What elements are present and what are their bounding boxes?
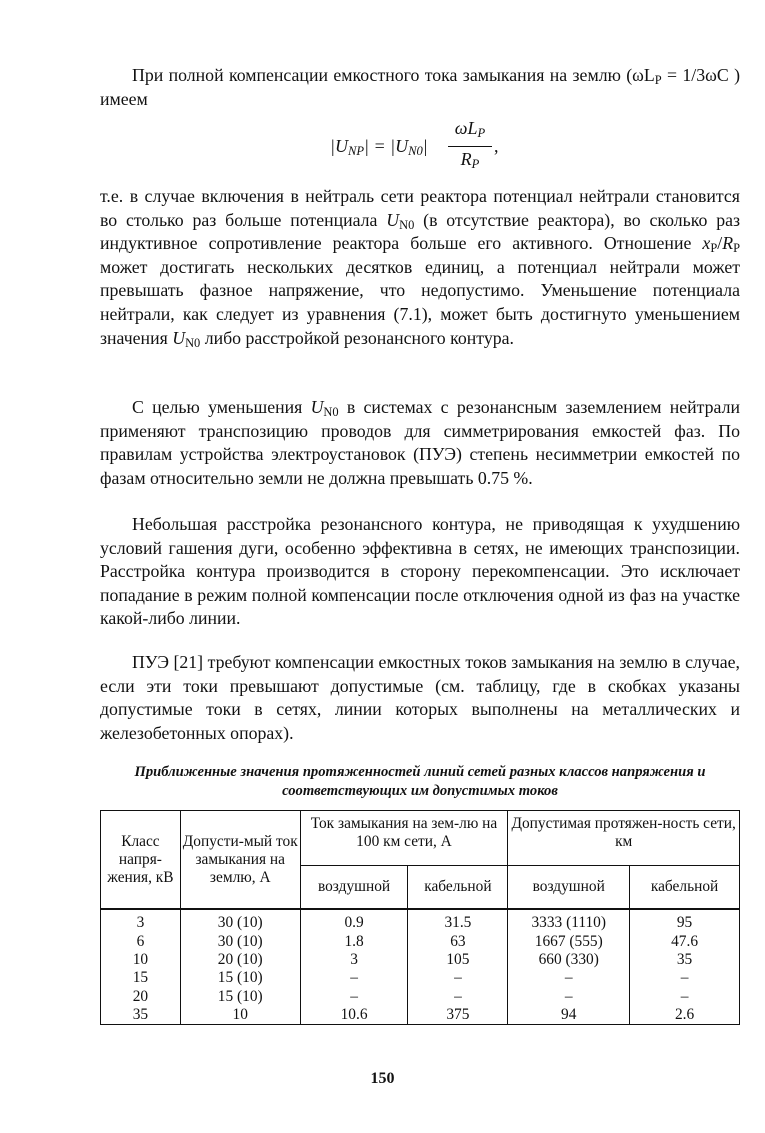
table-cell: 10.6 bbox=[300, 1006, 408, 1025]
table-cell: 15 bbox=[101, 969, 181, 987]
table-row bbox=[101, 1006, 740, 1025]
equation-numerator: $\omega L_P$ bbox=[454, 118, 486, 140]
header-voltage-class: Класс напря-жения, кВ bbox=[101, 811, 181, 910]
table-row bbox=[101, 932, 740, 950]
table-cell: – bbox=[508, 969, 630, 987]
table-cell: – bbox=[630, 988, 740, 1006]
equation-lhs: $|U_{NP}| = |U_{N0}|$ bbox=[330, 136, 428, 158]
table-cell: 31.5 bbox=[408, 909, 508, 932]
table-cell: – bbox=[300, 988, 408, 1006]
table-cell: 30 (10) bbox=[180, 909, 300, 932]
table-cell: – bbox=[408, 969, 508, 987]
equation-trail: , bbox=[494, 136, 499, 156]
equation-neutral-potential bbox=[330, 118, 530, 176]
table-cell: 2.6 bbox=[630, 1006, 740, 1025]
header-allowed-current: Допусти-мый ток замыкания на землю, А bbox=[180, 811, 300, 910]
equation-fraction-bar bbox=[448, 146, 492, 147]
table-cell: 20 (10) bbox=[180, 951, 300, 969]
table-row bbox=[101, 909, 740, 932]
table-cell: 105 bbox=[408, 951, 508, 969]
table-cell: 10 bbox=[180, 1006, 300, 1025]
table-row bbox=[101, 951, 740, 969]
table-row bbox=[101, 969, 740, 987]
table-cell: 6 bbox=[101, 932, 181, 950]
table-cell: 63 bbox=[408, 932, 508, 950]
table-body bbox=[101, 909, 740, 1025]
table-cell: 3 bbox=[101, 909, 181, 932]
equation-denominator: $R_P$ bbox=[460, 149, 480, 171]
table-cell: 660 (330) bbox=[508, 951, 630, 969]
table-cell: 1.8 bbox=[300, 932, 408, 950]
table-cell: 30 (10) bbox=[180, 932, 300, 950]
table-cell: 95 bbox=[630, 909, 740, 932]
table-cell: 15 (10) bbox=[180, 988, 300, 1006]
table-row bbox=[101, 988, 740, 1006]
table-cell: 20 bbox=[101, 988, 181, 1006]
table-cell: 35 bbox=[630, 951, 740, 969]
table-cell: 47.6 bbox=[630, 932, 740, 950]
table-cell: 3333 (1110) bbox=[508, 909, 630, 932]
paragraph-pue-requirements: ПУЭ [21] требуют компенсации емкостных токов замыкания на землю в случае, если эти токи превышают допустимые (см. таблицу, где в скобках указаны допустимые токи в сетях, линии которых выполнены на металлических и железобетонных опорах). bbox=[100, 652, 740, 743]
table-cell: 10 bbox=[101, 951, 181, 969]
table-cell: 3 bbox=[300, 951, 408, 969]
header-overhead-length: воздушной bbox=[508, 866, 630, 910]
table-caption: Приближенные значения протяженностей линий сетей разных классов напряжения и соответствующих им допустимых токов bbox=[134, 764, 706, 799]
table-cell: – bbox=[508, 988, 630, 1006]
paragraph-transposition: С целью уменьшения $U_{N0}$ в системах с резонансным заземлением нейтрали применяют транспозицию проводов для симметрирования емкостей фаз. По правилам устройства электроустановок (ПУЭ) степень несимметрии емкостей по фазам относительно земли не должна превышать 0.75 %. bbox=[100, 397, 740, 488]
table-cell: 15 (10) bbox=[180, 969, 300, 987]
header-overhead: воздушной bbox=[300, 866, 408, 910]
header-cable-length: кабельной bbox=[630, 866, 740, 910]
header-fault-current: Ток замыкания на зем-лю на 100 км сети, А bbox=[300, 811, 508, 866]
table-cell: 375 bbox=[408, 1006, 508, 1025]
allowed-currents-table bbox=[100, 810, 740, 1025]
paragraph-compensation-intro: При полной компенсации емкостного тока замыкания на землю ($\omega L_P = 1/3\omega C$ ) имеем bbox=[100, 65, 740, 109]
paragraph-detuning: Небольшая расстройка резонансного контура, не приводящая к ухудшению условий гашения дуги, особенно эффективна в сетях, не имеющих транспозиции. Расстройка контура производится в сторону перекомпенсации. Это исключает попадание в режим полной компенсации после отключения одной из фаз на участке какой-либо линии. bbox=[100, 514, 740, 629]
table-cell: – bbox=[300, 969, 408, 987]
table-cell: 0.9 bbox=[300, 909, 408, 932]
header-cable: кабельной bbox=[408, 866, 508, 910]
table-cell: – bbox=[630, 969, 740, 987]
table-cell: – bbox=[408, 988, 508, 1006]
table-cell: 35 bbox=[101, 1006, 181, 1025]
page-number: 150 bbox=[370, 1070, 395, 1087]
table-cell: 94 bbox=[508, 1006, 630, 1025]
header-allowed-length: Допустимая протяжен-ность сети, км bbox=[508, 811, 740, 866]
table-cell: 1667 (555) bbox=[508, 932, 630, 950]
paragraph-reactor-neutral: т.е. в случае включения в нейтраль сети реактора потенциал нейтрали становится во столько раз больше потенциала $U_{N0}$ (в отсутствие реактора), во сколько раз индуктивное сопротивление реактора больше его активного. Отношение $x_P/R_P$ может достигать нескольких десятков единиц, а потенциал нейтрали может превышать фазное напряжение, что недопустимо. Уменьшение потенциала нейтрали, как следует из уравнения (7.1), может быть достигнуто уменьшением значения $U_{N0}$ либо расстройкой резонансного контура. bbox=[100, 186, 741, 350]
